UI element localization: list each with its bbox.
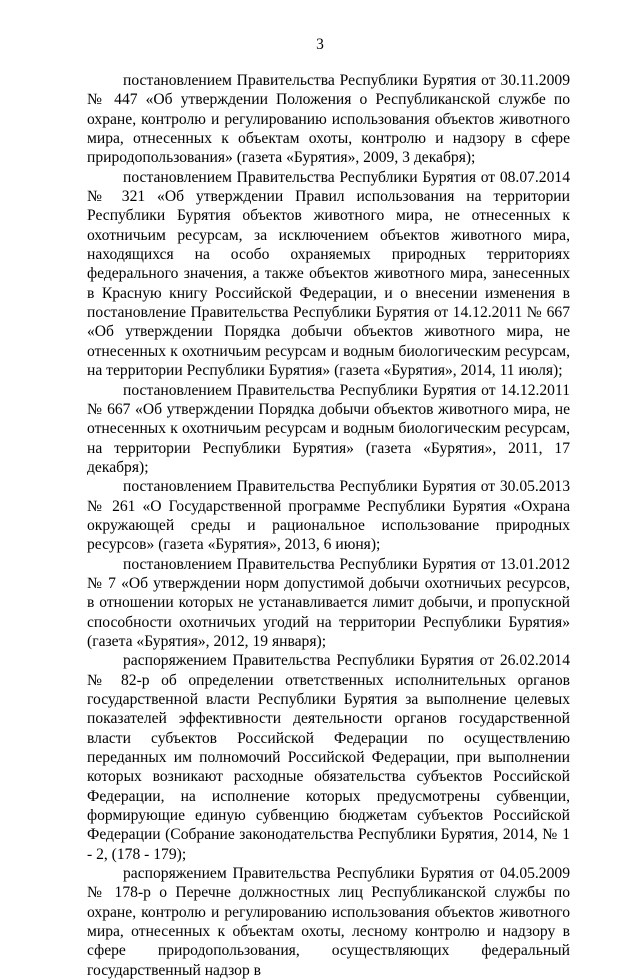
paragraph-resolution-667: постановлением Правительства Республики Бурятия от 14.12.2011 № 667 «Об утверждении Порядка добычи объектов животного мира, не отнесенных к охотничьим ресурсам и водным биологическим ресурсам, на территории Республики Бурятия» (газета «Бурятия», 2011, 17 декабря); [87,381,570,476]
paragraph-resolution-447: постановлением Правительства Республики Бурятия от 30.11.2009 № 447 «Об утверждении Положения о Республиканской службе по охране, контролю и регулированию использования объектов животного мира, отнесенных к объектам охоты, контролю и надзору в сфере природопользования» (газета «Бурятия», 2009, 3 декабря); [87,72,570,167]
paragraph-resolution-321: постановлением Правительства Республики Бурятия от 08.07.2014 № 321 «Об утверждении Правил использования на территории Республики Бурятия объектов животного мира, не отнесенных к охотничьим ресурсам, за исключением объектов животного мира, находящихся на особо охраняемых природных территориях федерального значения, а также объектов животного мира, занесенных в Красную книгу Российской Федерации, и о внесении изменения в постановление Правительства Республики Бурятия от 14.12.2011 № 667 «Об утверждении Порядка добычи объектов животного мира, не отнесенных к охотничьим ресурсам и водным биологическим ресурсам, на территории Республики Бурятия» (газета «Бурятия», 2014, 11 июля); [87,168,570,380]
document-body [87,71,570,980]
paragraph-resolution-7: постановлением Правительства Республики Бурятия от 13.01.2012 № 7 «Об утверждении норм допустимой добычи охотничьих ресурсов, в отношении которых не устанавливается лимит добычи, и пропускной способности охотничьих угодий на территории Республики Бурятия» (газета «Бурятия», 2012, 19 января); [87,555,570,650]
page-number: 3 [316,36,324,53]
paragraph-resolution-261: постановлением Правительства Республики Бурятия от 30.05.2013 № 261 «О Государственной программе Республики Бурятия «Охрана окружающей среды и рациональное использование природных ресурсов» (газета «Бурятия», 2013, 6 июня); [87,478,570,554]
paragraph-order-82-r: распоряжением Правительства Республики Бурятия от 26.02.2014 № 82-р об определении ответственных исполнительных органов государственной власти Республики Бурятия за выполнение целевых показателей эффективности деятельности органов государственной власти субъектов Российской Федерации по осуществлению переданных им полномочий Российской Федерации, при выполнении которых возникают расходные обязательства субъектов Российской Федерации, на исполнение которых предусмотрены субвенции, формирующие единую субвенцию бюджетам субъектов Российской Федерации (Собрание законодательства Республики Бурятия, 2014, № 1 - 2, (178 - 179); [87,652,570,863]
paragraph-order-178-r: распоряжением Правительства Республики Бурятия от 04.05.2009 № 178-р о Перечне должностных лиц Республиканской службы по охране, контролю и регулированию использования объектов животного мира, отнесенных к объектам охоты, лесному контролю и надзору в сфере природопользования, осуществляющих федеральный государственный надзор в [87,865,570,979]
